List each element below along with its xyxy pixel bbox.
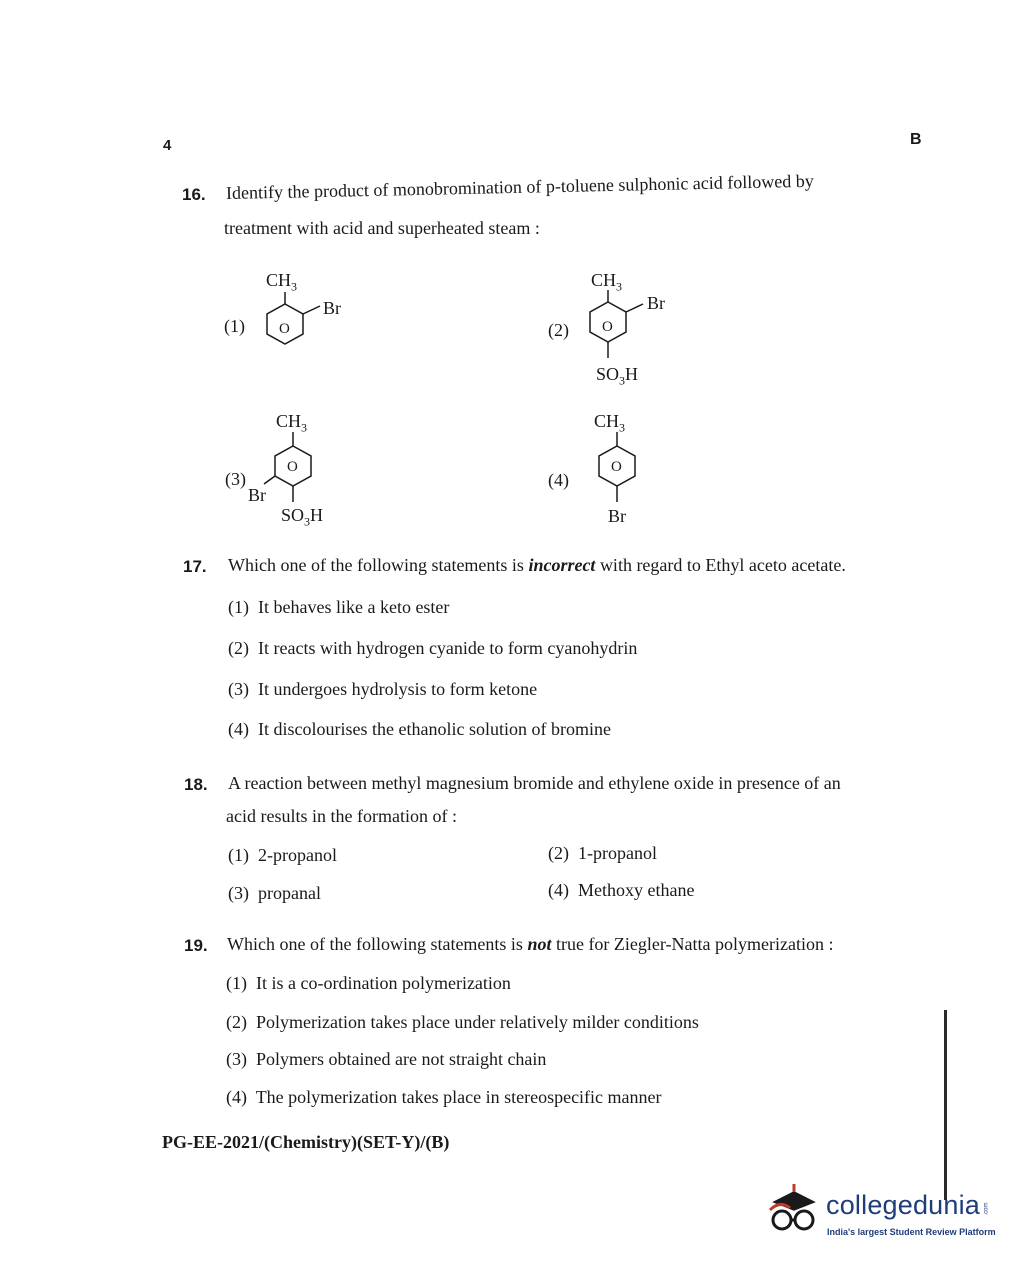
q17-option-1: (1) It behaves like a keto ester (228, 597, 450, 617)
watermark-tagline: India's largest Student Review Platform (827, 1227, 996, 1237)
q16-opt4-ring-label: O (611, 459, 622, 475)
q18-option-2: (2) 1-propanol (548, 843, 657, 863)
question-19-text: Which one of the following statements is not true for Ziegler-Natta polymerization : (227, 934, 834, 954)
q16-opt2-ch3: $CH_3$ (591, 270, 623, 294)
q17-option-2: (2) It reacts with hydrogen cyanide to form cyanohydrin (228, 638, 638, 658)
question-18-number: 18. (184, 775, 208, 794)
q16-option-4-label: (4) (548, 470, 569, 490)
q18-option-1: (1) 2-propanol (228, 845, 337, 865)
q18-option-4: (4) Methoxy ethane (548, 880, 695, 900)
question-18-line1: A reaction between methyl magnesium bromide and ethylene oxide in presence of an (228, 773, 841, 793)
scan-edge-mark (944, 1010, 947, 1200)
benzene-ring-icon (260, 430, 340, 510)
question-16-line1: Identify the product of monobromination of p-toluene sulphonic acid followed by (225, 170, 814, 203)
page-number: 4 (163, 137, 172, 154)
benzene-ring-icon (583, 288, 663, 368)
watermark-brand: collegedunia (826, 1190, 981, 1220)
q18-option-3: (3) propanal (228, 883, 321, 903)
q16-opt4-ch3: $CH_3$ (594, 411, 626, 435)
set-code: B (910, 131, 922, 148)
q16-opt1-ring-label: O (279, 321, 290, 337)
q19-option-1: (1) It is a co-ordination polymerization (226, 973, 511, 993)
q16-opt4-br: Br (608, 506, 626, 526)
q17-option-3: (3) It undergoes hydrolysis to form ketone (228, 679, 538, 699)
question-17-number: 17. (183, 557, 207, 576)
paper-code-footer: PG-EE-2021/(Chemistry)(SET-Y)/(B) (162, 1132, 450, 1152)
q16-opt3-br: Br (248, 485, 266, 505)
q16-opt3-so3h: $SO_3H$ (281, 505, 324, 529)
q16-opt3-ring-label: O (287, 459, 298, 475)
q16-opt1-br: Br (323, 298, 341, 318)
collegedunia-logo-icon (766, 1180, 824, 1240)
question-19-number: 19. (184, 936, 208, 955)
q16-option-3-label: (3) (225, 469, 246, 489)
q19-option-2: (2) Polymerization takes place under relatively milder conditions (226, 1012, 699, 1032)
question-16-number: 16. (182, 185, 206, 204)
q16-option-2-label: (2) (548, 320, 569, 340)
q19-option-3: (3) Polymers obtained are not straight chain (226, 1049, 547, 1069)
question-17-text: Which one of the following statements is incorrect with regard to Ethyl aceto acetate. (228, 555, 846, 575)
q16-opt2-ring-label: O (602, 319, 613, 335)
q16-option-1-label: (1) (224, 316, 245, 336)
watermark-domain: .com (983, 1202, 990, 1216)
q17-option-4: (4) It discolourises the ethanolic solution of bromine (228, 719, 611, 739)
benzene-ring-icon (260, 290, 330, 360)
q16-opt1-ch3: $CH_3$ (266, 270, 298, 294)
q16-opt2-br: Br (647, 293, 665, 313)
question-18-line2: acid results in the formation of : (226, 806, 457, 826)
q16-opt2-so3h: $SO_3H$ (596, 364, 639, 388)
q16-opt3-ch3: $CH_3$ (276, 411, 308, 435)
q19-option-4: (4) The polymerization takes place in stereospecific manner (226, 1087, 662, 1107)
question-16-line2: treatment with acid and superheated steam : (224, 218, 540, 238)
